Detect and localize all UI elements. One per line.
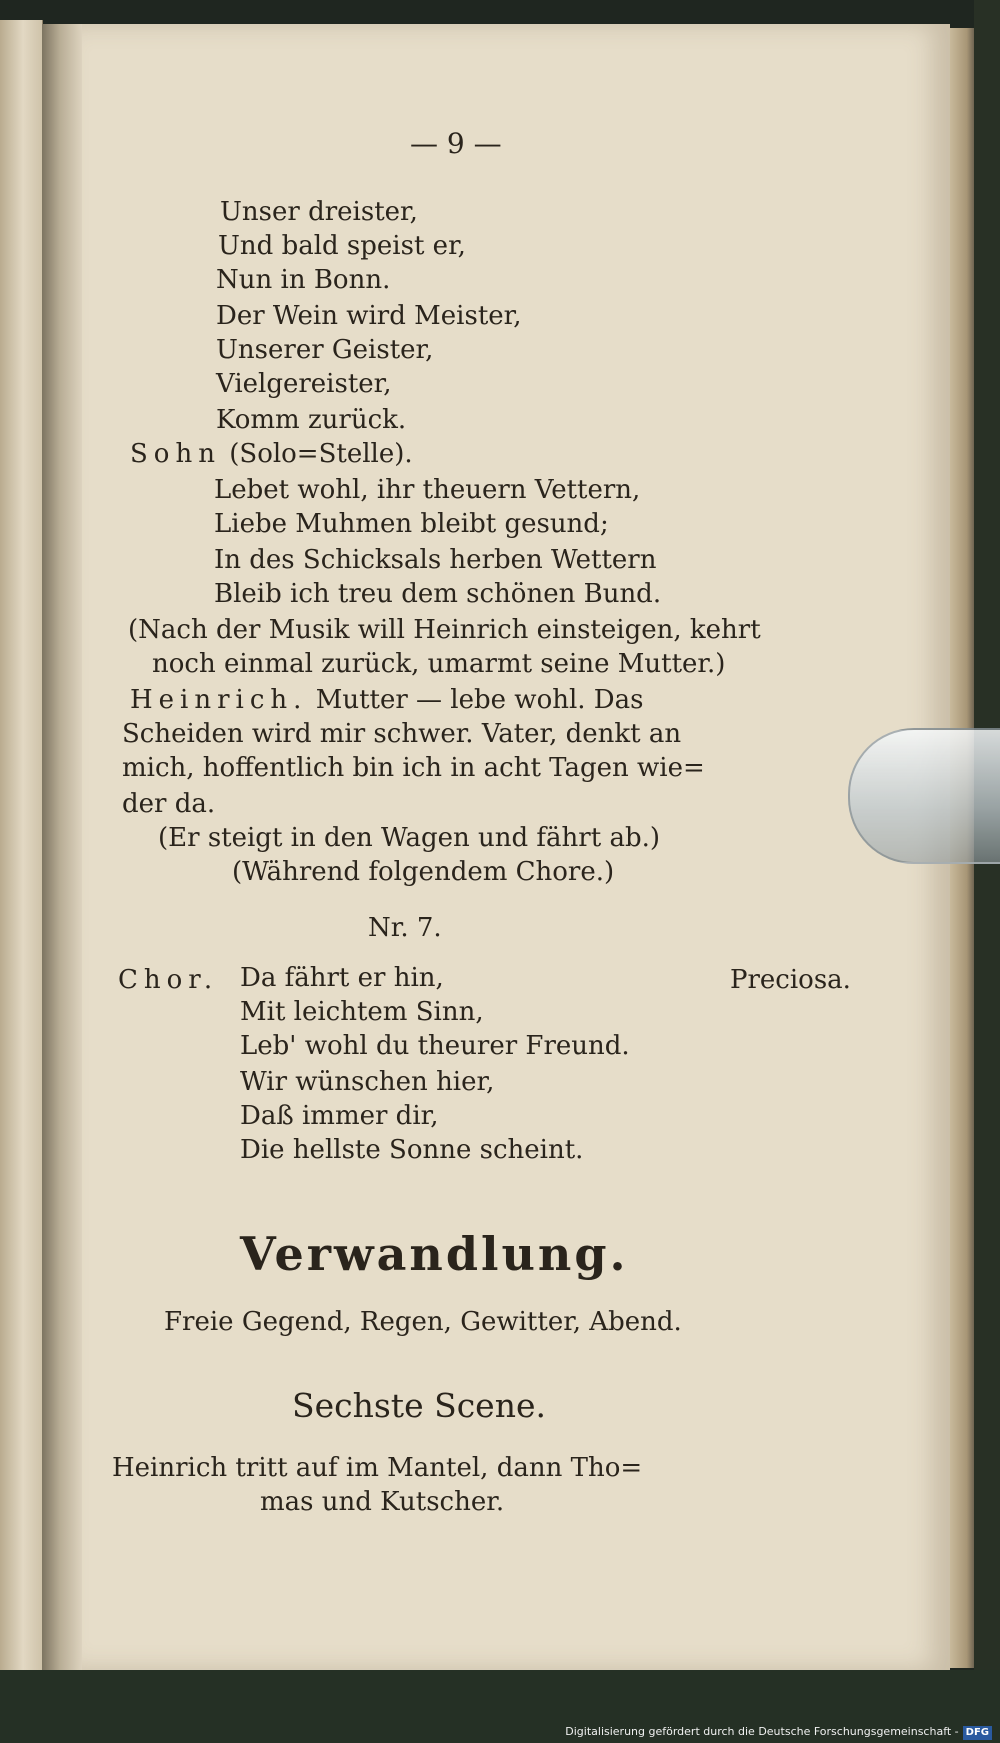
verse-line: Wir wünschen hier, [240,1067,495,1097]
verse-line: Da fährt er hin, [240,963,444,993]
verse-line: Leb' wohl du theurer Freund. [240,1031,630,1061]
speaker-name: Chor. [118,965,219,995]
page-number: — 9 — [410,127,502,160]
verse-line: Daß immer dir, [240,1101,439,1131]
verse-line: Mit leichtem Sinn, [240,997,484,1027]
entrance-line: Heinrich tritt auf im Mantel, dann Tho= [112,1453,643,1483]
stage-direction: (Während folgendem Chore.) [232,857,615,887]
scan-background-right [974,0,1000,1743]
section-heading: Verwandlung. [240,1227,629,1281]
stage-direction: noch einmal zurück, umarmt seine Mutter.) [152,649,726,679]
verse-line: Liebe Muhmen bleibt gesund; [214,509,609,539]
verse-line: Die hellste Sonne scheint. [240,1135,584,1165]
margin-note: Preciosa. [730,965,851,995]
speaker-line-sohn [130,438,413,470]
setting-line: Freie Gegend, Regen, Gewitter, Abend. [164,1307,682,1337]
verse-line: Lebet wohl, ihr theuern Vettern, [214,475,641,505]
verse-line: In des Schicksals herben Wettern [214,545,657,575]
speaker-name: Sohn [130,439,221,469]
verse-line: Der Wein wird Meister, [216,301,522,331]
credit-text: Digitalisierung gefördert durch die Deutsche Forschungsgemeinschaft - [565,1725,959,1738]
prose-line: Mutter — lebe wohl. Das [315,685,644,715]
verse-line: Komm zurück. [216,405,407,435]
verse-line: Nun in Bonn. [216,265,391,295]
verse-line: Unser dreister, [220,197,418,227]
stage-direction: (Nach der Musik will Heinrich einsteigen, kehrt [128,615,761,645]
prose-line: der da. [122,789,216,819]
digitization-credit [565,1723,992,1741]
speaker-line-heinrich [130,684,644,716]
page-clip [848,728,1000,864]
entrance-line: mas und Kutscher. [260,1487,505,1517]
number-heading: Nr. 7. [368,913,442,943]
previous-page-edge [0,20,43,1682]
verse-line: Vielgereister, [216,369,392,399]
prose-line: Scheiden wird mir schwer. Vater, denkt an [122,719,682,749]
verse-line: Bleib ich treu dem schönen Bund. [214,579,662,609]
scene-title: Sechste Scene. [292,1386,546,1425]
verse-line: Und bald speist er, [218,231,466,261]
verse-line: Unserer Geister, [216,335,434,365]
speaker-name: Heinrich. [130,685,308,715]
stage-direction: (Er steigt in den Wagen und fährt ab.) [158,823,660,853]
book-gutter [42,24,82,1674]
dfg-logo: DFG [963,1726,992,1740]
prose-line: mich, hoffentlich bin ich in acht Tagen wie= [122,753,705,783]
stage-note: (Solo=Stelle). [229,439,413,469]
